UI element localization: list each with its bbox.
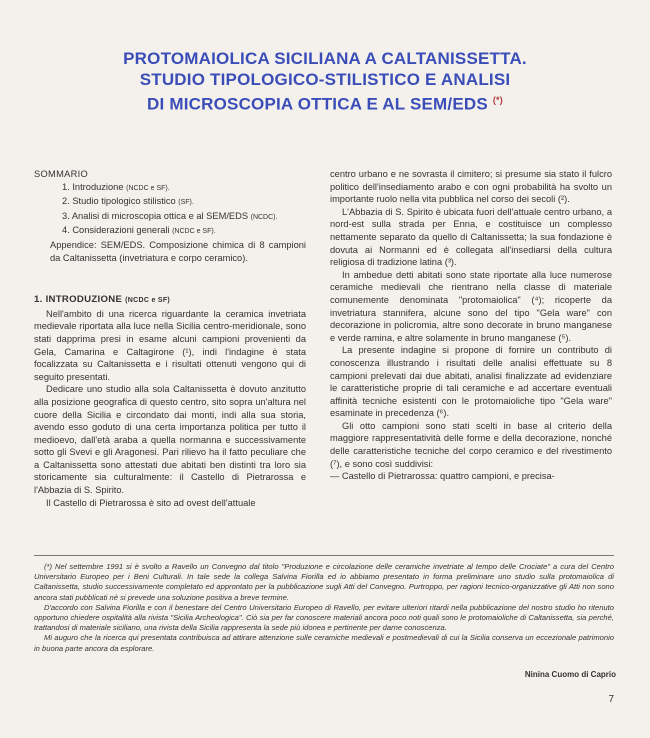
title-line-3	[60, 90, 590, 115]
body-paragraph: L'Abbazia di S. Spirito è ubicata fuori dell'attuale centro urbano, a nord-est sulla strada per Enna, e costituisce un complesso nettamente separato da quello di Caltanissetta; la sua fondazione è dovuta ai Normanni ed è collegata all'insediarsi della cultura religiosa di tradizione latina (³).	[330, 206, 612, 268]
footnote: D'accordo con Salvina Fiorilla e con il benestare del Centro Universitario Europeo di Ravello, per evitare ulteriori ritardi nella pubblicazione del nostro studio ho ritenuto opportuno chiedere ospitalità alla rivista "Sicilia Archeologica". Ciò sia per far conoscere materiali ancora poco noti quali sono le protomaioliche di Caltanissetta, sia perché, trattandosi di materiale siciliano, una rivista della Sicilia rappresenta la sede più idonea e pertinente per darne conoscenza.	[34, 602, 614, 633]
page-number: 7	[608, 694, 614, 705]
section-heading-text: 1. INTRODUZIONE	[34, 294, 123, 306]
summary-item-note: (NCDC e SF).	[172, 228, 216, 236]
summary-item	[34, 181, 306, 196]
title-line-3-text: DI MICROSCOPIA OTTICA E AL SEM/EDS	[147, 94, 488, 114]
body-paragraph: La presente indagine si propone di fornire un contributo di conoscenza illustrando i risultati delle analisi effettuate su 8 campioni prelevati dai due abitati, analisi finalizzate ad evidenziare le caratteristiche proprie di tali ceramiche e ad accertare eventuali affinità tecniche esistenti con le protomaioliche tipo "Gela ware" esaminate in precedenza (⁶).	[330, 345, 612, 419]
author-name: Ninina Cuomo di Caprio	[524, 670, 616, 679]
list-item: — Castello di Pietrarossa: quattro campioni, e precisa-	[330, 471, 555, 482]
footnote: Mi auguro che la ricerca qui presentata contribuisca ad attirare attenzione sulle ceramiche medievali e postmedievali di cui la Sicilia conserva un eccezionale patrimonio in buona parte ancora da esplorare.	[34, 633, 614, 653]
summary-item-text: 2. Studio tipologico stilistico	[62, 196, 176, 207]
title-line-1: PROTOMAIOLICA SICILIANA A CALTANISSETTA.	[123, 49, 527, 68]
body-paragraph: centro urbano e ne sovrasta il cimitero; si presume sia stato il fulcro politico dell'insediamento arabo e con ogni probabilità ha svolto un importante ruolo nella vita pubblica nel corso dei secoli (²).	[330, 169, 612, 205]
section-heading-note: (NCDC e SF)	[125, 297, 171, 305]
title-line-2: STUDIO TIPOLOGICO-STILISTICO E ANALISI	[139, 70, 511, 89]
right-column	[330, 168, 612, 483]
summary-item	[34, 195, 306, 210]
summary-appendix: Appendice: SEM/EDS. Composizione chimica di 8 campioni da Caltanissetta (invetriatura e corpo ceramico).	[50, 239, 306, 263]
body-paragraph: Il Castello di Pietrarossa è sito ad ovest dell'attuale	[46, 497, 256, 508]
summary-item-note: (NCDC).	[250, 213, 278, 221]
summary-item-text: 3. Analisi di microscopia ottica e al SEM/EDS	[62, 210, 249, 221]
body-paragraph: Nell'ambito di una ricerca riguardante la ceramica invetriata medievale riportata alla luce nella Sicilia centro-meridionale, sono stati dapprima presi in esame alcuni campioni provenienti da Gela, Camarina e Caltagirone (¹), indi l'indagine è stata focalizzata su Caltanissetta e i risultati ottenuti vengono qui di seguito presentati.	[34, 308, 306, 382]
left-column	[34, 168, 306, 509]
body-paragraph: Gli otto campioni sono stati scelti in base al criterio della maggiore rappresentatività delle forme e della decorazione, nonché delle caratteristiche tecniche del corpo ceramico e del rivestimento (⁷), e sono così suddivisi:	[330, 420, 612, 469]
body-paragraph: Dedicare uno studio alla sola Caltanissetta è dovuto anzitutto alla posizione geografica di questo centro, sito sopra un'altura nel cuore della Sicilia e circondato dai monti, indi alla sua storia, avendo esso goduto di una certa importanza politica per tutto il medioevo, dall'età araba a quella normanna e successivamente sotto gli Svevi e gli Aragonesi. Pari rilievo ha il fatto peculiare che a Caltanissetta sono attestati due abitati ben distinti tra loro sia storicamente sia culturalmente: il Castello di Pietrarossa e l'Abbazia di S. Spirito.	[34, 384, 306, 496]
title-footnote-mark: (*)	[492, 95, 503, 105]
section-heading	[34, 294, 306, 308]
footnotes	[34, 555, 614, 654]
summary-item-note: (SF).	[178, 199, 194, 207]
article-title	[60, 48, 590, 115]
footnote: (*) Nel settembre 1991 si è svolto a Ravello un Convegno dal titolo "Produzione e circolazione delle ceramiche invetriate al tempo delle Crociate" a cura del Centro Universitario Europeo per i Beni Culturali. In tale sede la collega Salvina Fiorilla ed io abbiamo presentato in forma preliminare uno studio sulla protomaiolica di Caltanissetta, studio successivamente completato ed approntato per la pubblicazione sugli Atti del Convegno. Purtroppo, per ragioni tecnico-organizzative gli Atti non sono ancora stati pubblicati né si prevede una soluzione positiva a breve termine.	[34, 562, 614, 602]
summary-heading: SOMMARIO	[34, 169, 89, 179]
summary-item-text: 1. Introduzione	[62, 181, 124, 192]
summary-item-text: 4. Considerazioni generali	[62, 225, 170, 236]
summary-item	[34, 210, 306, 225]
summary-item	[34, 224, 306, 239]
summary-item-note: (NCDC e SF).	[126, 184, 170, 192]
body-paragraph: In ambedue detti abitati sono state riportate alla luce numerose ceramiche medievali che rientrano nella classe di materiale comunemente denominata "protomaiolica" (⁴); ricoperte da invetriatura stannifera, alcune sono del tipo "Gela ware" con decorazione in policromia, altre sono decorate in bruno manganese e verde ramina, e altre solamente in bruno manganese (⁵).	[330, 269, 612, 343]
